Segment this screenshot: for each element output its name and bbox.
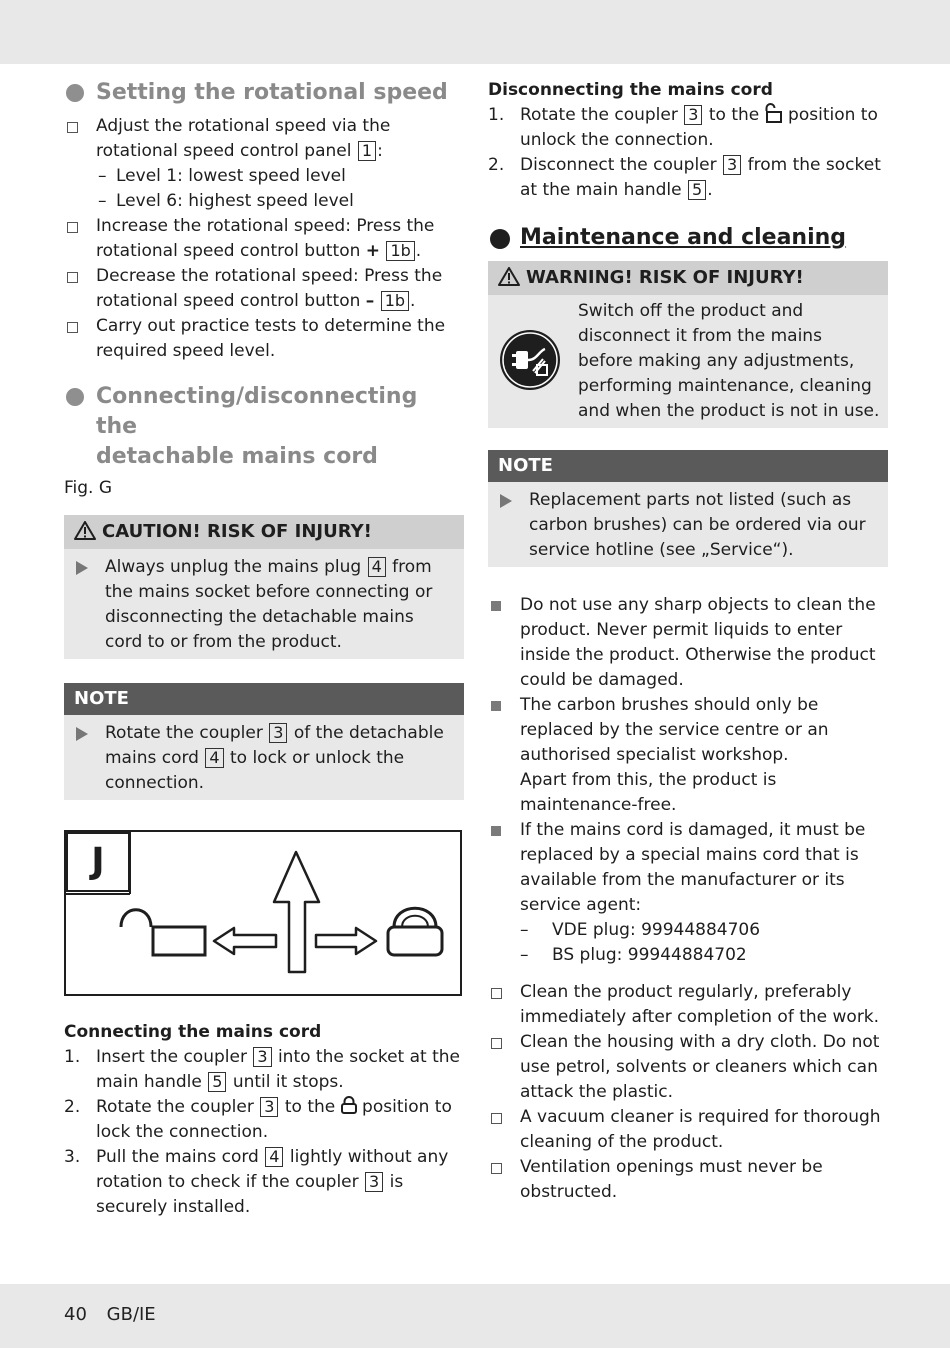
locked-padlock-icon	[388, 908, 442, 955]
caution-title: CAUTION! RISK OF INJURY!	[64, 515, 464, 549]
warning-triangle-icon	[74, 521, 96, 540]
speed-item-3: Decrease the rotational speed: Press the rotational speed control button – 1b .	[64, 264, 464, 314]
right-column	[488, 78, 888, 1205]
bs-plug: – BS plug: 99944884702	[520, 945, 747, 965]
bullet-circle-icon	[66, 84, 84, 102]
warning-text: Switch off the product and disconnect it from the mains before making any adjustments, performing maintenance, cleaning and when the product is not in use.	[578, 301, 880, 421]
unlocked-padlock-icon	[121, 910, 205, 955]
checkbox-square-icon	[67, 122, 78, 133]
ref-number: 3	[260, 1097, 278, 1117]
note-title: NOTE	[64, 683, 464, 715]
filled-square-icon	[491, 826, 501, 836]
ref-number: 1b	[386, 241, 414, 261]
vde-plug: – VDE plug: 99944884706	[520, 920, 761, 940]
arrow-right-icon	[500, 494, 512, 508]
connecting-step-2: 2. Rotate the coupler 3 to the position to lock the connection.	[64, 1097, 452, 1142]
ref-number: 3	[253, 1047, 271, 1067]
connecting-title: Connecting the mains cord	[64, 1022, 322, 1042]
ref-number: 1	[358, 141, 376, 161]
speed-sub-2: – Level 6: highest speed level	[98, 191, 354, 211]
disconnecting-step-2: 2. Disconnect the coupler 3 from the socket at the main handle 5 .	[488, 155, 881, 200]
cleaning-item-1: Clean the product regularly, preferably immediately after completion of the work.	[488, 980, 888, 1030]
speed-heading: Setting the rotational speed	[64, 78, 464, 108]
note-box	[64, 683, 464, 800]
locked-padlock-icon	[341, 1096, 357, 1114]
ref-number: 4	[205, 748, 223, 768]
checkbox-square-icon	[491, 1163, 502, 1174]
warning-box	[488, 261, 888, 428]
arrow-right-icon	[76, 727, 88, 741]
speed-sub-1: – Level 1: lowest speed level	[98, 166, 346, 186]
maintenance-bullet-1: Do not use any sharp objects to clean the product. Never permit liquids to enter inside the product. Otherwise the product could be damaged.	[488, 593, 888, 693]
checkbox-square-icon	[491, 1113, 502, 1124]
cleaning-item-3: A vacuum cleaner is required for thorough cleaning of the product.	[488, 1105, 888, 1155]
ref-number: 5	[208, 1072, 226, 1092]
ref-number: 3	[684, 105, 702, 125]
page-number: 40	[64, 1304, 87, 1325]
speed-item-1: Adjust the rotational speed via the rotational speed control panel 1 :	[64, 114, 464, 164]
maintenance-bullet-2: The carbon brushes should only be replaced by the service centre or an authorised specialist workshop. Apart from this, the product is maintenance-free.	[488, 693, 888, 818]
checkbox-square-icon	[67, 322, 78, 333]
page-footer	[64, 1304, 170, 1325]
checkbox-square-icon	[491, 988, 502, 999]
filled-square-icon	[491, 601, 501, 611]
note-text: Rotate the coupler 3 of the detachable mains cord 4 to lock or unlock the connection.	[74, 721, 454, 796]
ref-number: 1b	[381, 291, 409, 311]
unlocked-padlock-icon	[765, 103, 783, 123]
maintenance-note-text: Replacement parts not listed (such as carbon brushes) can be ordered via our service hotline (see „Service“).	[498, 488, 878, 563]
left-column	[64, 78, 464, 1220]
maintenance-heading: Maintenance and cleaning	[488, 223, 888, 253]
ref-number: 3	[723, 155, 741, 175]
ref-number: 4	[265, 1147, 283, 1167]
warning-triangle-icon	[498, 267, 520, 286]
locale-label: GB/IE	[106, 1304, 156, 1325]
note-title: NOTE	[488, 450, 888, 482]
caution-text: Always unplug the mains plug 4 from the mains socket before connecting or disconnecting the detachable mains cord to or from the product.	[74, 555, 454, 655]
figure-j	[64, 830, 462, 996]
maintenance-note-box	[488, 450, 888, 567]
checkbox-square-icon	[67, 222, 78, 233]
top-band	[0, 0, 950, 64]
checkbox-square-icon	[491, 1038, 502, 1049]
bullet-circle-icon	[66, 388, 84, 406]
figure-label: J	[66, 832, 130, 892]
disconnecting-step-1: 1. Rotate the coupler 3 to the position to unlock the connection.	[488, 105, 878, 150]
ref-number: 3	[269, 723, 287, 743]
cord-heading: Connecting/disconnecting the detachable mains cord	[64, 382, 464, 472]
filled-square-icon	[491, 701, 501, 711]
maintenance-bullet-3: If the mains cord is damaged, it must be replaced by a special mains cord that is available from the manufacturer or its service agent:	[488, 818, 888, 918]
arrow-right-icon	[76, 561, 88, 575]
unplug-mandatory-icon	[499, 329, 561, 391]
bullet-circle-icon	[490, 229, 510, 249]
caution-box	[64, 515, 464, 659]
connecting-step-3: 3. Pull the mains cord 4 lightly without any rotation to check if the coupler 3 is securely installed.	[64, 1147, 449, 1217]
lock-unlock-diagram	[66, 832, 460, 994]
checkbox-square-icon	[67, 272, 78, 283]
connecting-step-1: 1. Insert the coupler 3 into the socket at the main handle 5 until it stops.	[64, 1047, 460, 1092]
speed-item-4: Carry out practice tests to determine the required speed level.	[64, 314, 464, 364]
ref-number: 4	[368, 557, 386, 577]
warning-title: WARNING! RISK OF INJURY!	[488, 261, 888, 295]
disconnecting-title: Disconnecting the mains cord	[488, 80, 773, 100]
cleaning-item-2: Clean the housing with a dry cloth. Do not use petrol, solvents or cleaners which can attack the plastic.	[488, 1030, 888, 1105]
fig-reference: Fig. G	[64, 478, 113, 498]
cleaning-item-4: Ventilation openings must never be obstructed.	[488, 1155, 888, 1205]
ref-number: 3	[365, 1172, 383, 1192]
ref-number: 5	[688, 180, 706, 200]
speed-item-2: Increase the rotational speed: Press the rotational speed control button + 1b .	[64, 214, 464, 264]
